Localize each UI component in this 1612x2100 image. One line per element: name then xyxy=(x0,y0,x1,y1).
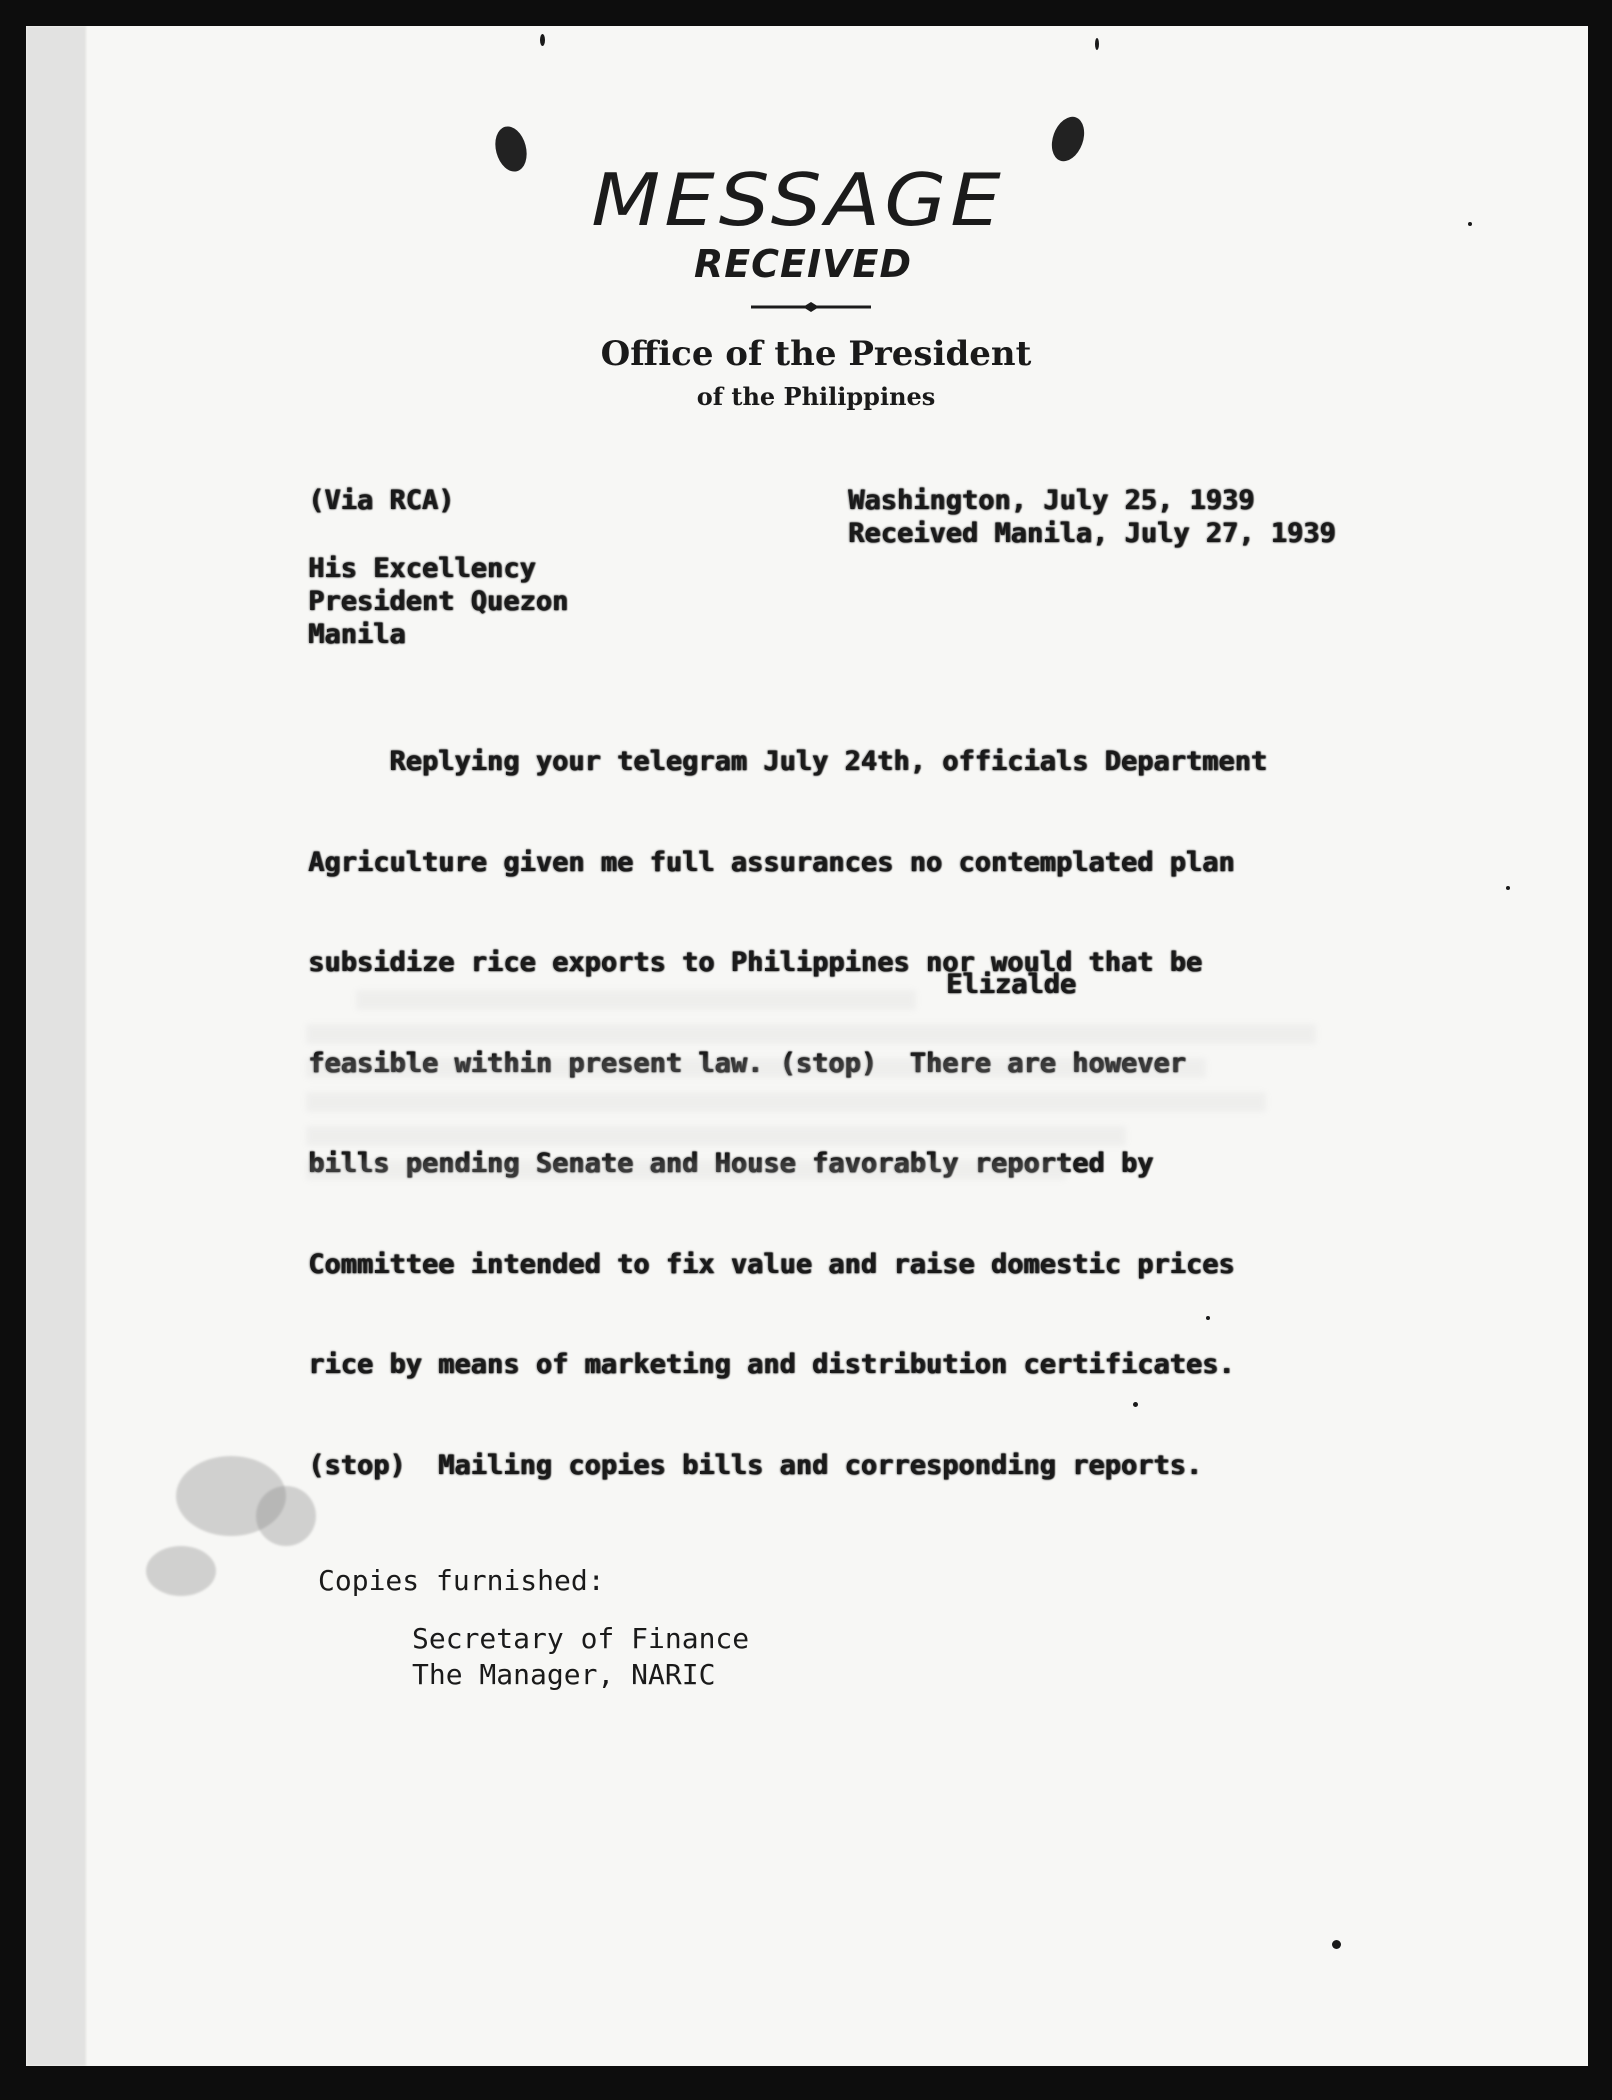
addressee-line: His Excellency xyxy=(308,553,536,584)
show-through-ghost xyxy=(306,1024,1316,1044)
telegram-page xyxy=(26,26,1588,2066)
body-line: subsidize rice exports to Philippines nor would that be xyxy=(308,947,1203,978)
body-line: bills pending Senate and House favorably reported by xyxy=(308,1148,1154,1179)
office-name: Office of the President xyxy=(600,334,1032,374)
speck xyxy=(1332,1940,1341,1949)
addressee-line: Manila xyxy=(308,619,406,650)
addressee-line: President Quezon xyxy=(308,586,569,617)
body-line: (stop) Mailing copies bills and corresponding reports. xyxy=(308,1449,1203,1481)
letterhead-title: MESSAGE xyxy=(591,158,1005,243)
body-line: Replying your telegram July 24th, officials Department xyxy=(308,746,1268,777)
show-through-ghost xyxy=(356,990,916,1010)
left-edge-grain xyxy=(26,26,86,2066)
speck xyxy=(1468,222,1472,226)
show-through-ghost xyxy=(306,1160,1066,1180)
body-line: Agriculture given me full assurances no contemplated plan xyxy=(308,846,1235,878)
signature: Elizalde xyxy=(946,969,1077,1000)
body-line: Committee intended to fix value and raise domestic prices xyxy=(308,1248,1235,1280)
ornament-divider-icon xyxy=(751,299,871,315)
copies-recipient: Secretary of Finance xyxy=(412,1622,750,1655)
speck xyxy=(1506,886,1510,890)
body-line: rice by means of marketing and distribution certificates. xyxy=(308,1349,1235,1380)
body-line: feasible within present law. (stop) There are however xyxy=(308,1047,1186,1079)
copies-heading: Copies furnished: xyxy=(318,1564,605,1597)
smudge xyxy=(146,1546,216,1596)
smudge xyxy=(256,1486,316,1546)
copies-recipient: The Manager, NARIC xyxy=(412,1658,716,1691)
show-through-ghost xyxy=(306,1126,1126,1146)
office-country: of the Philippines xyxy=(696,382,936,411)
show-through-ghost xyxy=(306,1092,1266,1112)
speck xyxy=(1095,38,1099,50)
show-through-ghost xyxy=(306,1058,1206,1078)
via-line: (Via RCA) xyxy=(308,485,455,516)
received-line: Received Manila, July 27, 1939 xyxy=(848,518,1336,549)
speck xyxy=(540,34,545,46)
message-body xyxy=(308,678,1267,1549)
letterhead-subtitle: RECEIVED xyxy=(693,242,913,286)
place-date-line: Washington, July 25, 1939 xyxy=(848,485,1255,516)
